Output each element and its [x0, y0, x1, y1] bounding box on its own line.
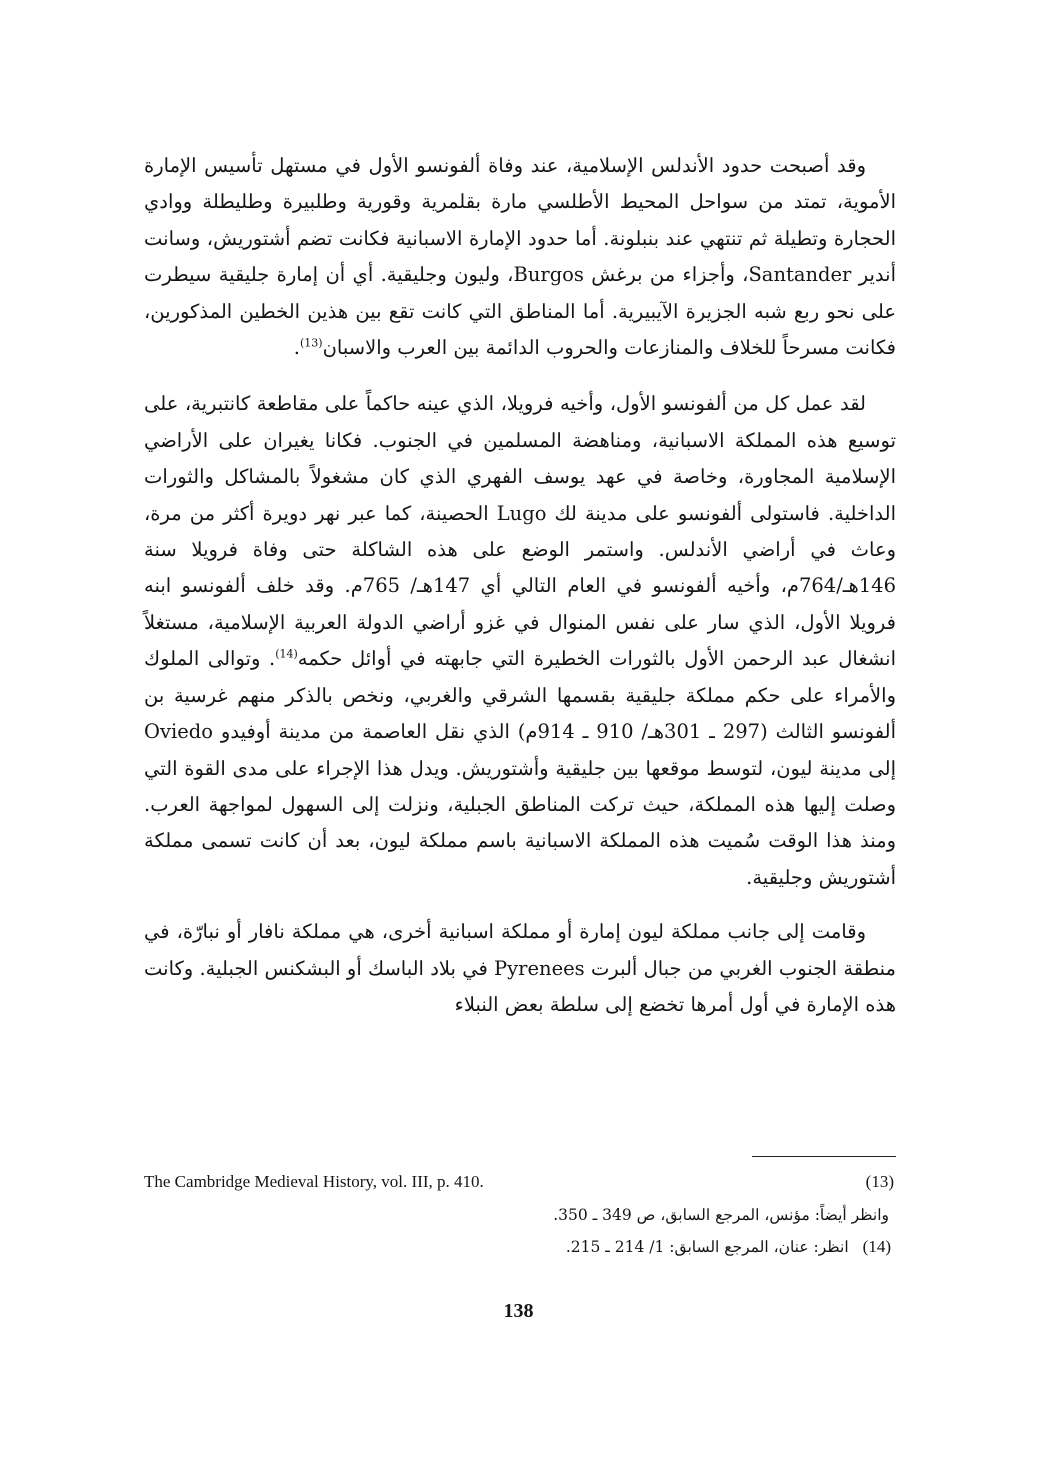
paragraph-2 — [144, 386, 896, 896]
footnote-13-number: (13) — [865, 1172, 894, 1191]
footnote-13-continued — [553, 1203, 889, 1227]
footnote-13-text: The Cambridge Medieval History, vol. III, p. 410. — [144, 1172, 484, 1191]
paragraph-3-text: وقامت إلى جانب مملكة ليون إمارة أو مملكة اسبانية أخرى، هي مملكة نافار أو نبارّة، في منطقة الجنوب الغربي من جبال ألبرت Pyrenees في بلاد الباسك أو البشكنس الجبلية. وكانت هذه الإمارة في أول أمرها تخضع إلى سلطة بعض النبلاء — [144, 920, 896, 1016]
paragraph-2-text: لقد عمل كل من ألفونسو الأول، وأخيه فرويلا، الذي عينه حاكماً على مقاطعة كانتبرية، على توسيع هذه المملكة الاسبانية، ومناهضة المسلمين في الجنوب. فكانا يغيران على الأراضي الإسلامية المجاورة، وخاصة في عهد يوسف الفهري الذي كان مشغولاً بالمشاكل والثورات الداخلية. فاستولى ألفونسو على مدينة لك Lugo الحصينة، كما عبر نهر دويرة أكثر من مرة، وعاث في أراضي الأندلس. واستمر الوضع على هذه الشاكلة حتى وفاة فرويلا سنة 146هـ/764م، وأخيه ألفونسو في العام التالي أي 147هـ/ 765م. وقد خلف ألفونسو ابنه فرويلا الأول، الذي سار على نفس المنوال في غزو أراضي الدولة العربية الإسلامية، مستغلاً انشغال عبد الرحمن الأول بالثورات الخطيرة التي جابهته في أوائل حكمه — [144, 392, 896, 671]
main-text — [144, 148, 896, 1023]
footnote-ref-13[interactable]: (13) — [300, 336, 323, 350]
footnote-14 — [566, 1235, 891, 1259]
paragraph-3 — [144, 914, 896, 1023]
page-number: 138 — [503, 1300, 534, 1322]
footnote-separator — [752, 1156, 896, 1157]
paragraph-2-text-continued: . وتوالى الملوك والأمراء على حكم مملكة جليقية بقسمها الشرقي والغربي، ونخص بالذكر منهم غرسية بن ألفونسو الثالث (297 ـ 301هـ/ 910 ـ 914م) الذي نقل العاصمة من مدينة أوفيدو Oviedo إلى مدينة ليون، لتوسط موقعها بين جليقية وأشتوريش. ويدل هذا الإجراء على مدى القوة التي وصلت إليها هذه المملكة، حيث تركت المناطق الجبلية، ونزلت إلى السهول لمواجهة العرب. ومنذ هذا الوقت سُميت هذه المملكة الاسبانية باسم مملكة ليون، بعد أن كانت تسمى مملكة أشتوريش وجليقية. — [144, 647, 896, 889]
footnote-13 — [144, 1170, 896, 1194]
paragraph-1-end: . — [293, 336, 300, 360]
footnote-14-number: (14) — [862, 1237, 891, 1256]
footnote-13-continued-text: وانظر أيضاً: مؤنس، المرجع السابق، ص 349 ـ 350. — [553, 1206, 889, 1224]
footnote-ref-14[interactable]: (14) — [275, 647, 298, 661]
paragraph-1-text: وقد أصبحت حدود الأندلس الإسلامية، عند وفاة ألفونسو الأول في مستهل تأسيس الإمارة الأموية، تمتد من سواحل المحيط الأطلسي مارة بقلمرية وقورية وطلبيرة وطليطلة ووادي الحجارة وتطيلة ثم تنتهي عند بنبلونة. أما حدود الإمارة الاسبانية فكانت تضم أشتوريش، وسانت أندير Santander، وأجزاء من برغش Burgos، وليون وجليقية. أي أن إمارة جليقية سيطرت على نحو ربع شبه الجزيرة الآيبيرية. أما المناطق التي كانت تقع بين هذين الخطين المذكورين، فكانت مسرحاً للخلاف والمنازعات والحروب الدائمة بين العرب والاسبان — [144, 154, 897, 360]
paragraph-1 — [144, 148, 896, 366]
footnote-14-text: انظر: عنان، المرجع السابق: 1/ 214 ـ 215. — [565, 1238, 849, 1256]
